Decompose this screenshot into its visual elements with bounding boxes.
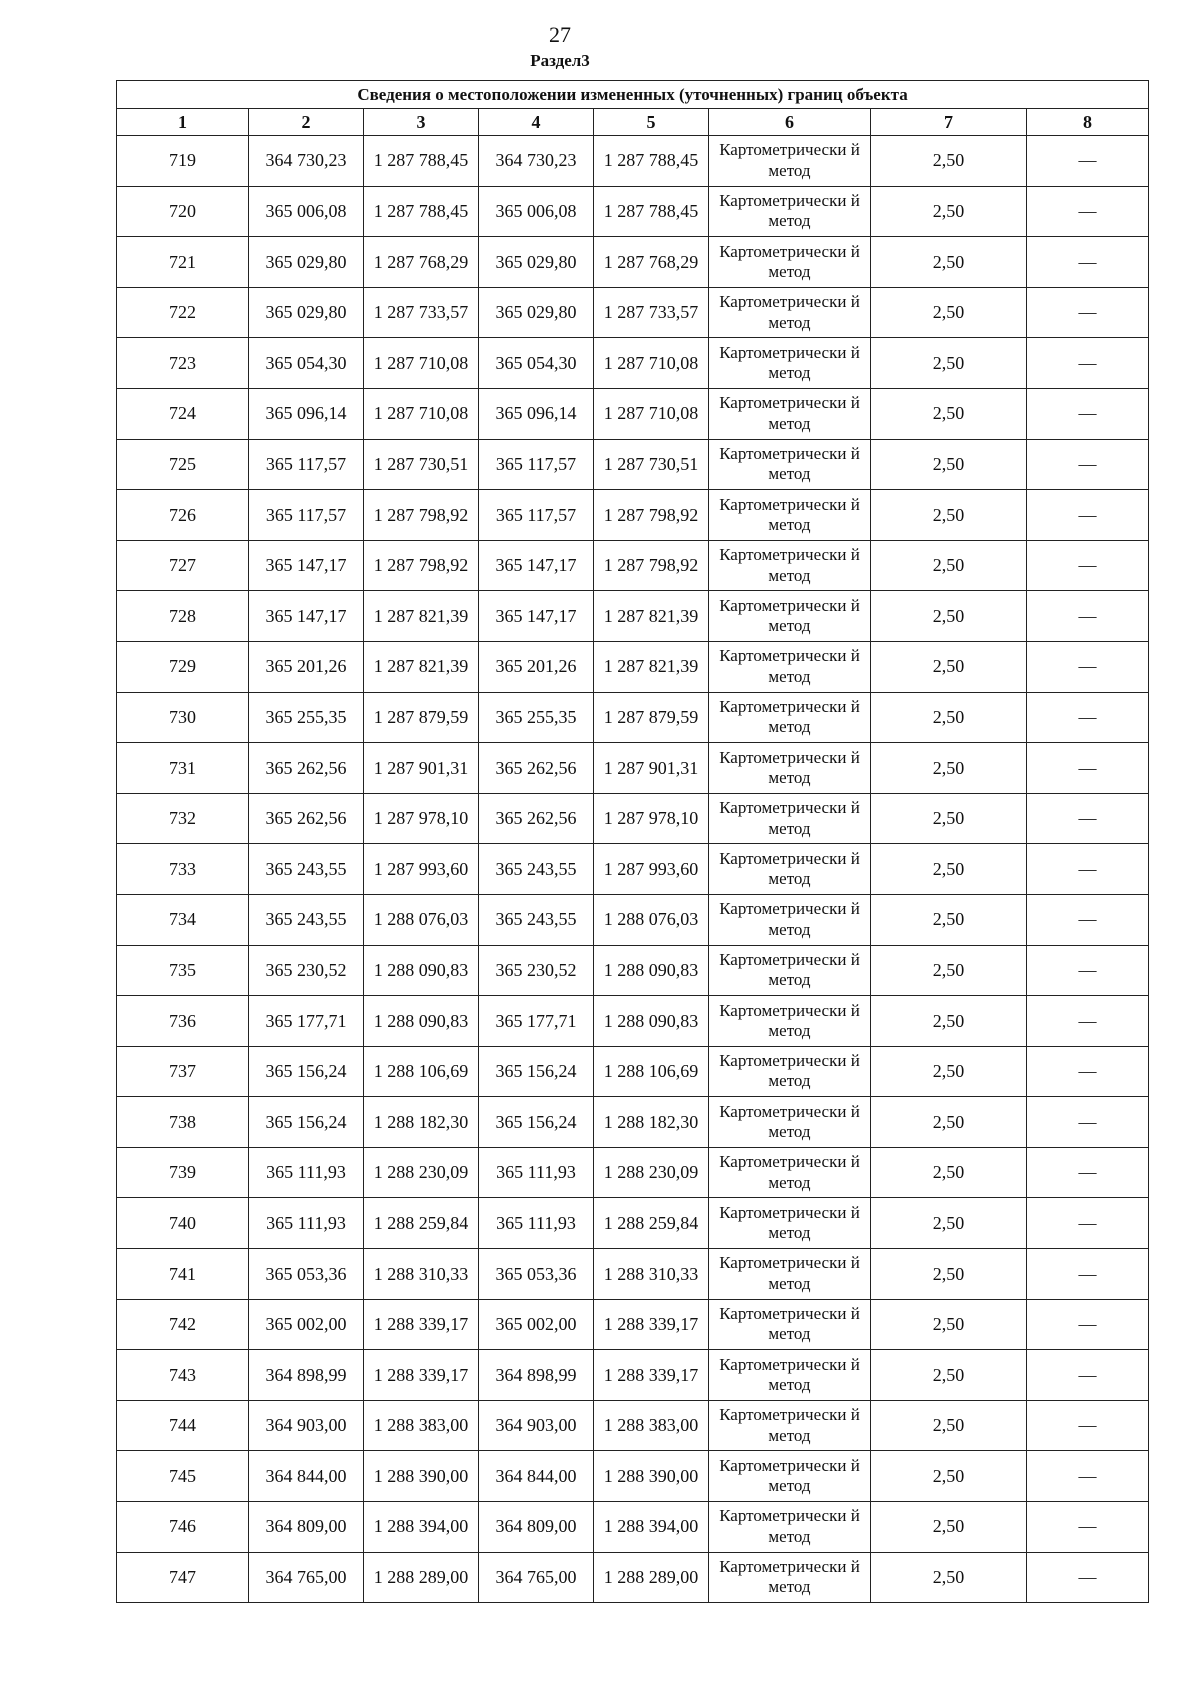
y-refined-cell: 1 288 259,84 (594, 1198, 709, 1249)
x-existing-cell: 365 006,08 (249, 186, 364, 237)
description-cell: — (1027, 439, 1149, 490)
method-cell: Картометрически й метод (709, 1147, 871, 1198)
description-cell: — (1027, 388, 1149, 439)
point-number-cell: 739 (117, 1147, 249, 1198)
method-cell: Картометрически й метод (709, 692, 871, 743)
y-existing-cell: 1 288 339,17 (364, 1299, 479, 1350)
method-cell: Картометрически й метод (709, 641, 871, 692)
table-row (117, 490, 1149, 541)
y-existing-cell: 1 288 090,83 (364, 996, 479, 1047)
method-cell: Картометрически й метод (709, 237, 871, 288)
y-existing-cell: 1 287 710,08 (364, 338, 479, 389)
y-refined-cell: 1 288 339,17 (594, 1299, 709, 1350)
column-header: 8 (1027, 109, 1149, 136)
table-row (117, 996, 1149, 1047)
point-number-cell: 723 (117, 338, 249, 389)
description-cell: — (1027, 237, 1149, 288)
y-refined-cell: 1 288 289,00 (594, 1552, 709, 1603)
y-existing-cell: 1 287 768,29 (364, 237, 479, 288)
x-refined-cell: 365 147,17 (479, 540, 594, 591)
x-refined-cell: 365 147,17 (479, 591, 594, 642)
y-existing-cell: 1 287 710,08 (364, 388, 479, 439)
x-existing-cell: 365 147,17 (249, 591, 364, 642)
method-cell: Картометрически й метод (709, 136, 871, 187)
point-number-cell: 746 (117, 1502, 249, 1553)
y-refined-cell: 1 288 310,33 (594, 1249, 709, 1300)
x-refined-cell: 365 053,36 (479, 1249, 594, 1300)
method-cell: Картометрически й метод (709, 1350, 871, 1401)
method-cell: Картометрически й метод (709, 1046, 871, 1097)
description-cell: — (1027, 1502, 1149, 1553)
point-number-cell: 728 (117, 591, 249, 642)
x-refined-cell: 365 156,24 (479, 1097, 594, 1148)
column-header: 6 (709, 109, 871, 136)
y-refined-cell: 1 288 106,69 (594, 1046, 709, 1097)
accuracy-cell: 2,50 (871, 287, 1027, 338)
point-number-cell: 726 (117, 490, 249, 541)
y-refined-cell: 1 288 076,03 (594, 894, 709, 945)
y-refined-cell: 1 287 733,57 (594, 287, 709, 338)
column-header: 7 (871, 109, 1027, 136)
x-refined-cell: 365 255,35 (479, 692, 594, 743)
point-number-cell: 721 (117, 237, 249, 288)
y-refined-cell: 1 288 383,00 (594, 1400, 709, 1451)
y-existing-cell: 1 288 394,00 (364, 1502, 479, 1553)
table-row (117, 743, 1149, 794)
x-refined-cell: 364 730,23 (479, 136, 594, 187)
description-cell: — (1027, 793, 1149, 844)
method-cell: Картометрически й метод (709, 540, 871, 591)
method-cell: Картометрически й метод (709, 1299, 871, 1350)
x-existing-cell: 365 156,24 (249, 1046, 364, 1097)
table-row (117, 793, 1149, 844)
column-header: 3 (364, 109, 479, 136)
y-existing-cell: 1 287 978,10 (364, 793, 479, 844)
accuracy-cell: 2,50 (871, 1451, 1027, 1502)
table-row (117, 692, 1149, 743)
description-cell: — (1027, 1198, 1149, 1249)
x-existing-cell: 365 054,30 (249, 338, 364, 389)
y-existing-cell: 1 288 339,17 (364, 1350, 479, 1401)
x-existing-cell: 365 262,56 (249, 743, 364, 794)
y-existing-cell: 1 288 182,30 (364, 1097, 479, 1148)
x-refined-cell: 365 243,55 (479, 894, 594, 945)
column-header: 1 (117, 109, 249, 136)
x-existing-cell: 364 903,00 (249, 1400, 364, 1451)
accuracy-cell: 2,50 (871, 591, 1027, 642)
accuracy-cell: 2,50 (871, 439, 1027, 490)
table-row (117, 844, 1149, 895)
y-refined-cell: 1 288 090,83 (594, 996, 709, 1047)
accuracy-cell: 2,50 (871, 844, 1027, 895)
point-number-cell: 736 (117, 996, 249, 1047)
y-refined-cell: 1 288 394,00 (594, 1502, 709, 1553)
x-existing-cell: 365 177,71 (249, 996, 364, 1047)
y-existing-cell: 1 288 090,83 (364, 945, 479, 996)
x-existing-cell: 365 243,55 (249, 894, 364, 945)
x-refined-cell: 365 111,93 (479, 1147, 594, 1198)
y-refined-cell: 1 287 798,92 (594, 490, 709, 541)
y-refined-cell: 1 288 182,30 (594, 1097, 709, 1148)
x-refined-cell: 365 262,56 (479, 743, 594, 794)
accuracy-cell: 2,50 (871, 692, 1027, 743)
method-cell: Картометрически й метод (709, 743, 871, 794)
description-cell: — (1027, 1350, 1149, 1401)
accuracy-cell: 2,50 (871, 1299, 1027, 1350)
accuracy-cell: 2,50 (871, 136, 1027, 187)
point-number-cell: 722 (117, 287, 249, 338)
accuracy-cell: 2,50 (871, 490, 1027, 541)
y-existing-cell: 1 287 788,45 (364, 186, 479, 237)
y-existing-cell: 1 287 879,59 (364, 692, 479, 743)
y-refined-cell: 1 288 230,09 (594, 1147, 709, 1198)
table-row (117, 1400, 1149, 1451)
x-existing-cell: 365 243,55 (249, 844, 364, 895)
x-existing-cell: 365 111,93 (249, 1198, 364, 1249)
accuracy-cell: 2,50 (871, 1400, 1027, 1451)
method-cell: Картометрически й метод (709, 591, 871, 642)
x-refined-cell: 365 096,14 (479, 388, 594, 439)
x-existing-cell: 365 147,17 (249, 540, 364, 591)
method-cell: Картометрически й метод (709, 945, 871, 996)
x-existing-cell: 365 262,56 (249, 793, 364, 844)
y-refined-cell: 1 287 879,59 (594, 692, 709, 743)
point-number-cell: 735 (117, 945, 249, 996)
description-cell: — (1027, 1552, 1149, 1603)
x-refined-cell: 365 111,93 (479, 1198, 594, 1249)
y-refined-cell: 1 288 339,17 (594, 1350, 709, 1401)
accuracy-cell: 2,50 (871, 1097, 1027, 1148)
x-refined-cell: 365 029,80 (479, 237, 594, 288)
method-cell: Картометрически й метод (709, 1502, 871, 1553)
y-existing-cell: 1 287 993,60 (364, 844, 479, 895)
column-header-row (117, 109, 1149, 136)
x-existing-cell: 365 201,26 (249, 641, 364, 692)
table-row (117, 1198, 1149, 1249)
y-refined-cell: 1 287 821,39 (594, 591, 709, 642)
y-existing-cell: 1 287 821,39 (364, 641, 479, 692)
method-cell: Картометрически й метод (709, 1097, 871, 1148)
table-row (117, 540, 1149, 591)
table-row (117, 388, 1149, 439)
point-number-cell: 737 (117, 1046, 249, 1097)
method-cell: Картометрически й метод (709, 1451, 871, 1502)
accuracy-cell: 2,50 (871, 1249, 1027, 1300)
y-existing-cell: 1 287 730,51 (364, 439, 479, 490)
x-refined-cell: 365 117,57 (479, 439, 594, 490)
table-row (117, 1502, 1149, 1553)
x-refined-cell: 364 765,00 (479, 1552, 594, 1603)
point-number-cell: 741 (117, 1249, 249, 1300)
x-refined-cell: 365 177,71 (479, 996, 594, 1047)
accuracy-cell: 2,50 (871, 338, 1027, 389)
point-number-cell: 744 (117, 1400, 249, 1451)
point-number-cell: 732 (117, 793, 249, 844)
point-number-cell: 729 (117, 641, 249, 692)
method-cell: Картометрически й метод (709, 894, 871, 945)
x-existing-cell: 365 029,80 (249, 237, 364, 288)
x-existing-cell: 365 117,57 (249, 490, 364, 541)
description-cell: — (1027, 692, 1149, 743)
x-existing-cell: 364 809,00 (249, 1502, 364, 1553)
column-header: 5 (594, 109, 709, 136)
description-cell: — (1027, 136, 1149, 187)
accuracy-cell: 2,50 (871, 996, 1027, 1047)
table-row (117, 641, 1149, 692)
table-caption-row (117, 81, 1149, 109)
table-row (117, 1046, 1149, 1097)
point-number-cell: 731 (117, 743, 249, 794)
method-cell: Картометрически й метод (709, 844, 871, 895)
description-cell: — (1027, 743, 1149, 794)
accuracy-cell: 2,50 (871, 641, 1027, 692)
description-cell: — (1027, 591, 1149, 642)
point-number-cell: 742 (117, 1299, 249, 1350)
table-row (117, 1097, 1149, 1148)
x-existing-cell: 365 053,36 (249, 1249, 364, 1300)
point-number-cell: 743 (117, 1350, 249, 1401)
method-cell: Картометрически й метод (709, 388, 871, 439)
boundary-coordinates-table (116, 80, 1149, 1603)
table-row (117, 894, 1149, 945)
y-existing-cell: 1 287 798,92 (364, 490, 479, 541)
description-cell: — (1027, 1147, 1149, 1198)
x-existing-cell: 364 898,99 (249, 1350, 364, 1401)
x-refined-cell: 364 903,00 (479, 1400, 594, 1451)
x-refined-cell: 365 006,08 (479, 186, 594, 237)
table-row (117, 237, 1149, 288)
description-cell: — (1027, 1249, 1149, 1300)
x-refined-cell: 365 262,56 (479, 793, 594, 844)
table-row (117, 1451, 1149, 1502)
y-refined-cell: 1 287 993,60 (594, 844, 709, 895)
description-cell: — (1027, 996, 1149, 1047)
y-refined-cell: 1 287 821,39 (594, 641, 709, 692)
column-header: 2 (249, 109, 364, 136)
accuracy-cell: 2,50 (871, 237, 1027, 288)
x-existing-cell: 365 096,14 (249, 388, 364, 439)
description-cell: — (1027, 1400, 1149, 1451)
method-cell: Картометрически й метод (709, 1552, 871, 1603)
description-cell: — (1027, 186, 1149, 237)
y-existing-cell: 1 288 106,69 (364, 1046, 479, 1097)
point-number-cell: 720 (117, 186, 249, 237)
accuracy-cell: 2,50 (871, 1147, 1027, 1198)
description-cell: — (1027, 945, 1149, 996)
y-refined-cell: 1 287 710,08 (594, 338, 709, 389)
method-cell: Картометрически й метод (709, 338, 871, 389)
y-existing-cell: 1 288 076,03 (364, 894, 479, 945)
table-row (117, 338, 1149, 389)
accuracy-cell: 2,50 (871, 1502, 1027, 1553)
x-refined-cell: 365 029,80 (479, 287, 594, 338)
section-title: Раздел3 (530, 51, 590, 70)
x-existing-cell: 365 230,52 (249, 945, 364, 996)
accuracy-cell: 2,50 (871, 540, 1027, 591)
point-number-cell: 747 (117, 1552, 249, 1603)
method-cell: Картометрически й метод (709, 1198, 871, 1249)
point-number-cell: 724 (117, 388, 249, 439)
x-existing-cell: 365 156,24 (249, 1097, 364, 1148)
method-cell: Картометрически й метод (709, 439, 871, 490)
table-caption: Сведения о местоположении измененных (уточненных) границ объекта (117, 81, 1149, 109)
table-row (117, 591, 1149, 642)
method-cell: Картометрически й метод (709, 793, 871, 844)
column-header: 4 (479, 109, 594, 136)
method-cell: Картометрически й метод (709, 490, 871, 541)
x-refined-cell: 365 230,52 (479, 945, 594, 996)
x-existing-cell: 365 002,00 (249, 1299, 364, 1350)
y-existing-cell: 1 287 788,45 (364, 136, 479, 187)
x-refined-cell: 365 201,26 (479, 641, 594, 692)
point-number-cell: 725 (117, 439, 249, 490)
description-cell: — (1027, 894, 1149, 945)
method-cell: Картометрически й метод (709, 996, 871, 1047)
accuracy-cell: 2,50 (871, 1198, 1027, 1249)
point-number-cell: 727 (117, 540, 249, 591)
table-row (117, 186, 1149, 237)
table-body (117, 136, 1149, 1603)
accuracy-cell: 2,50 (871, 186, 1027, 237)
x-refined-cell: 364 898,99 (479, 1350, 594, 1401)
x-existing-cell: 365 117,57 (249, 439, 364, 490)
accuracy-cell: 2,50 (871, 743, 1027, 794)
accuracy-cell: 2,50 (871, 793, 1027, 844)
table-row (117, 136, 1149, 187)
accuracy-cell: 2,50 (871, 945, 1027, 996)
x-refined-cell: 365 243,55 (479, 844, 594, 895)
y-refined-cell: 1 287 730,51 (594, 439, 709, 490)
y-refined-cell: 1 288 090,83 (594, 945, 709, 996)
point-number-cell: 719 (117, 136, 249, 187)
table-row (117, 1147, 1149, 1198)
accuracy-cell: 2,50 (871, 894, 1027, 945)
description-cell: — (1027, 287, 1149, 338)
x-existing-cell: 365 111,93 (249, 1147, 364, 1198)
accuracy-cell: 2,50 (871, 1552, 1027, 1603)
table-row (117, 1299, 1149, 1350)
description-cell: — (1027, 1046, 1149, 1097)
method-cell: Картометрически й метод (709, 186, 871, 237)
x-refined-cell: 365 156,24 (479, 1046, 594, 1097)
description-cell: — (1027, 641, 1149, 692)
y-existing-cell: 1 288 310,33 (364, 1249, 479, 1300)
x-refined-cell: 365 002,00 (479, 1299, 594, 1350)
x-existing-cell: 364 730,23 (249, 136, 364, 187)
description-cell: — (1027, 540, 1149, 591)
y-refined-cell: 1 287 978,10 (594, 793, 709, 844)
table-row (117, 439, 1149, 490)
method-cell: Картометрически й метод (709, 1400, 871, 1451)
table-row (117, 1552, 1149, 1603)
y-existing-cell: 1 288 390,00 (364, 1451, 479, 1502)
y-refined-cell: 1 287 798,92 (594, 540, 709, 591)
y-refined-cell: 1 287 901,31 (594, 743, 709, 794)
accuracy-cell: 2,50 (871, 1046, 1027, 1097)
description-cell: — (1027, 1097, 1149, 1148)
y-existing-cell: 1 288 230,09 (364, 1147, 479, 1198)
table-row (117, 1249, 1149, 1300)
y-refined-cell: 1 287 768,29 (594, 237, 709, 288)
accuracy-cell: 2,50 (871, 1350, 1027, 1401)
x-existing-cell: 364 765,00 (249, 1552, 364, 1603)
x-existing-cell: 365 255,35 (249, 692, 364, 743)
point-number-cell: 733 (117, 844, 249, 895)
y-existing-cell: 1 288 383,00 (364, 1400, 479, 1451)
y-existing-cell: 1 288 259,84 (364, 1198, 479, 1249)
point-number-cell: 745 (117, 1451, 249, 1502)
description-cell: — (1027, 1299, 1149, 1350)
method-cell: Картометрически й метод (709, 287, 871, 338)
page-number: 27 (549, 22, 571, 47)
y-refined-cell: 1 287 788,45 (594, 186, 709, 237)
y-existing-cell: 1 287 798,92 (364, 540, 479, 591)
y-existing-cell: 1 287 733,57 (364, 287, 479, 338)
description-cell: — (1027, 844, 1149, 895)
table-row (117, 945, 1149, 996)
point-number-cell: 730 (117, 692, 249, 743)
x-refined-cell: 365 117,57 (479, 490, 594, 541)
method-cell: Картометрически й метод (709, 1249, 871, 1300)
point-number-cell: 738 (117, 1097, 249, 1148)
y-refined-cell: 1 287 710,08 (594, 388, 709, 439)
x-refined-cell: 365 054,30 (479, 338, 594, 389)
x-existing-cell: 364 844,00 (249, 1451, 364, 1502)
accuracy-cell: 2,50 (871, 388, 1027, 439)
y-existing-cell: 1 287 901,31 (364, 743, 479, 794)
point-number-cell: 740 (117, 1198, 249, 1249)
y-refined-cell: 1 287 788,45 (594, 136, 709, 187)
x-refined-cell: 364 809,00 (479, 1502, 594, 1553)
point-number-cell: 734 (117, 894, 249, 945)
y-existing-cell: 1 288 289,00 (364, 1552, 479, 1603)
y-refined-cell: 1 288 390,00 (594, 1451, 709, 1502)
table-row (117, 1350, 1149, 1401)
description-cell: — (1027, 490, 1149, 541)
x-existing-cell: 365 029,80 (249, 287, 364, 338)
description-cell: — (1027, 1451, 1149, 1502)
description-cell: — (1027, 338, 1149, 389)
table-row (117, 287, 1149, 338)
y-existing-cell: 1 287 821,39 (364, 591, 479, 642)
x-refined-cell: 364 844,00 (479, 1451, 594, 1502)
